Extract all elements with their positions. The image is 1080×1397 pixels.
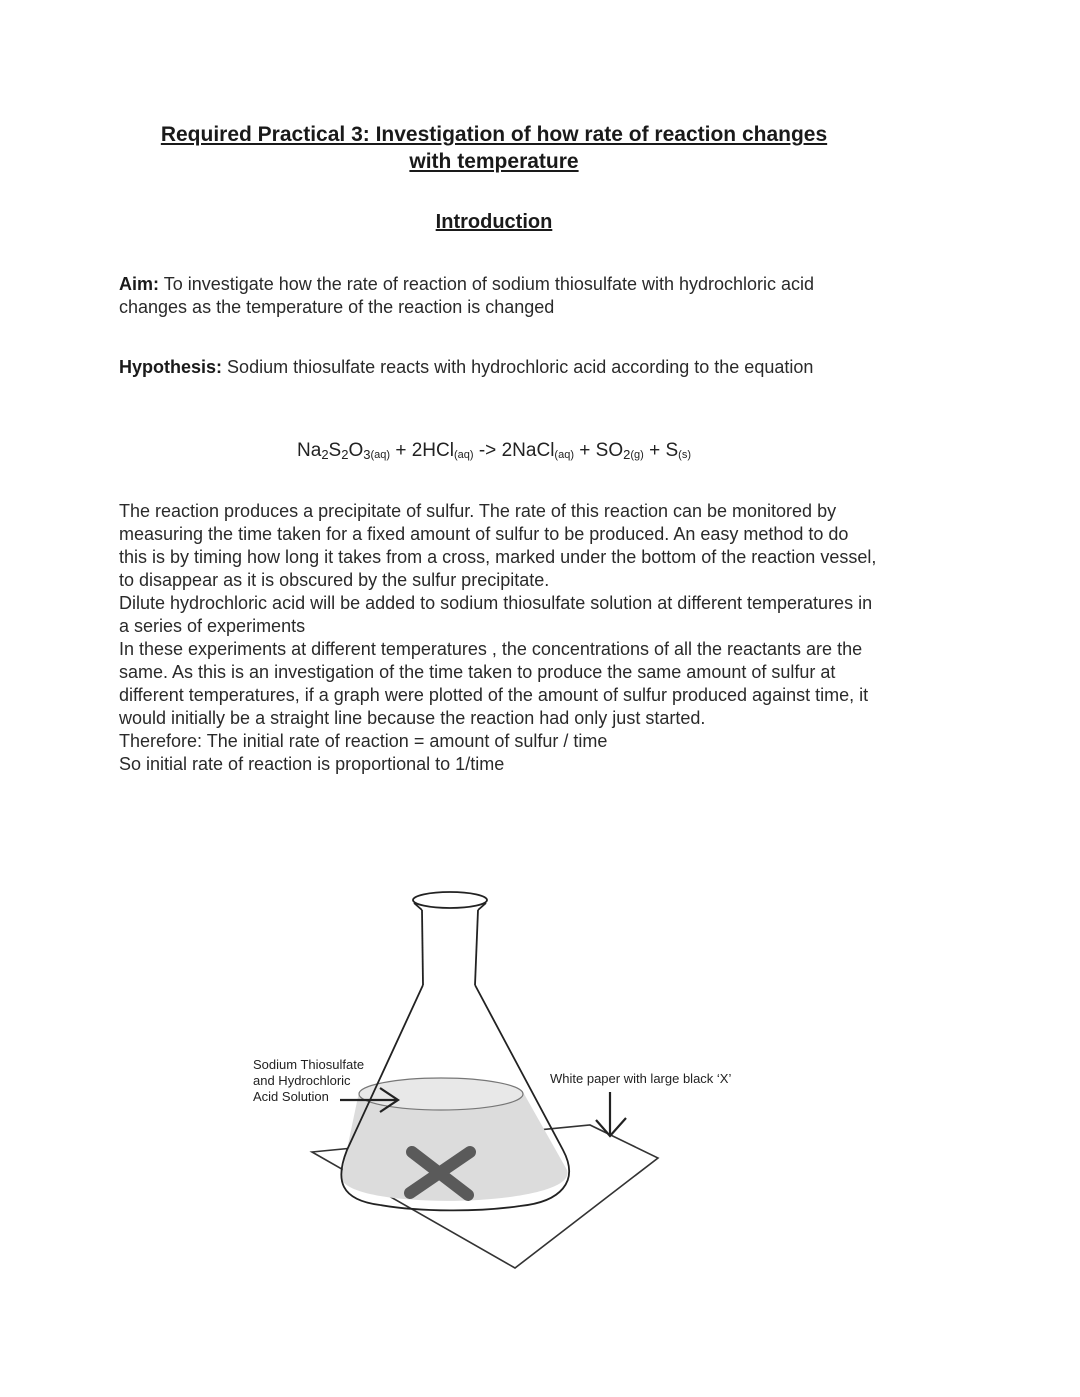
title-line-1: Required Practical 3: Investigation of how rate of reaction changes	[160, 123, 828, 146]
equation-plus: +	[579, 440, 591, 461]
equation-reactant-1: $Na_2S_2O_3$	[297, 440, 371, 462]
equation-product-1: 2NaCl	[501, 440, 555, 461]
state-symbol: (aq)	[370, 449, 391, 461]
aim-label: Aim:	[119, 274, 159, 294]
equation-arrow: ->	[478, 440, 497, 461]
equation-plus: +	[395, 440, 407, 461]
state-symbol: (aq)	[454, 449, 474, 461]
title-line-2: with temperature	[409, 150, 579, 173]
paper-label: White paper with large black ‘X’	[550, 1071, 732, 1086]
solution-label: Sodium Thiosulfate and Hydrochloric Acid Solution	[253, 1057, 365, 1104]
body-paragraph: Therefore: The initial rate of reaction = amount of sulfur / time	[119, 731, 608, 751]
equation-reactant-2: 2HCl	[411, 440, 454, 461]
body-paragraph: The reaction produces a precipitate of sulfur. The rate of this reaction can be monitored by measuring the time taken for a fixed amount of sulfur to be produced. An easy method to do this is by timing how long it takes from a cross, marked under the bottom of the reaction vessel, to disappear as it is obscured by the sulfur precipitate.	[119, 501, 877, 590]
equation-plus: +	[649, 440, 661, 461]
hypothesis-text: Sodium thiosulfate reacts with hydrochloric acid according to the equation	[227, 357, 814, 377]
chemical-equation	[0, 440, 988, 462]
state-symbol: (aq)	[554, 449, 574, 461]
equation-product-3: S	[665, 440, 679, 461]
aim-paragraph	[119, 273, 879, 319]
solution-surface	[359, 1078, 523, 1110]
body-paragraph: In these experiments at different temperatures , the concentrations of all the reactants are the same. As this is an investigation of the time taken to produce the same amount of sulfur at different temperatures, if a graph were plotted of the amount of sulfur produced against time, it would initially be a straight line because the reaction had only just started.	[119, 639, 869, 728]
state-symbol: (g)	[630, 449, 644, 461]
introduction-heading: Introduction	[435, 211, 553, 233]
body-paragraph: Dilute hydrochloric acid will be added to sodium thiosulfate solution at different temperatures in a series of experiments	[119, 593, 873, 636]
body-paragraph: So initial rate of reaction is proportional to 1/time	[119, 754, 505, 774]
hypothesis-label: Hypothesis:	[119, 357, 223, 377]
state-symbol: (s)	[678, 449, 691, 461]
hypothesis-paragraph	[119, 356, 879, 379]
equation-product-2: $SO_2$	[595, 440, 631, 462]
aim-text: To investigate how the rate of reaction of sodium thiosulfate with hydrochloric acid changes as the temperature of the reaction is changed	[119, 274, 815, 317]
body-text	[119, 500, 879, 776]
document-title	[0, 121, 988, 175]
